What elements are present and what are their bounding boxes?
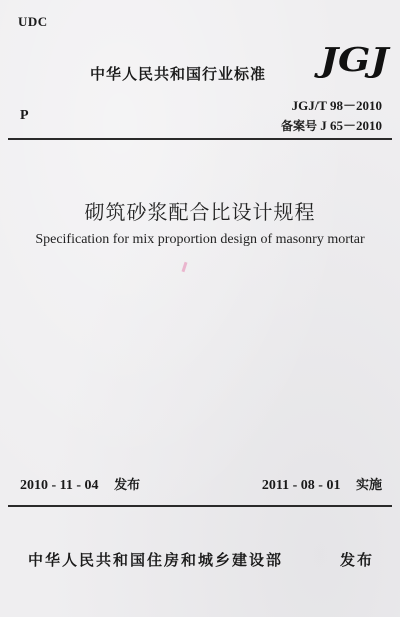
issue-label: 发布 [114, 478, 141, 493]
title-chinese: 砌筑砂浆配合比设计规程 [84, 200, 316, 224]
publish-label: 发布 [339, 551, 374, 569]
issue-date: 2010 - 11 - 04 [20, 478, 99, 493]
record-number: J 65－2010 [320, 118, 382, 133]
classification-code: P [20, 108, 29, 123]
implementation-date-line [262, 474, 382, 494]
implementation-label: 实施 [355, 478, 382, 493]
publisher-name: 中华人民共和国住房和城乡建设部 [28, 551, 284, 569]
record-label: 备案号 [280, 119, 317, 133]
udc-label: UDC [18, 14, 48, 29]
issue-date-line [20, 474, 140, 494]
title-english: Specification for mix proportion design of masonry mortar [35, 232, 365, 247]
record-number-line [281, 115, 382, 134]
stray-ink-mark [182, 262, 188, 272]
footer-divider [8, 505, 392, 507]
standard-number: JGJ/T 98－2010 [291, 98, 382, 113]
header-divider [8, 138, 392, 140]
industry-standard-label: 中华人民共和国行业标准 [90, 65, 267, 83]
jgj-logo: JGJ [319, 40, 388, 79]
implementation-date: 2011 - 08 - 01 [261, 478, 341, 493]
